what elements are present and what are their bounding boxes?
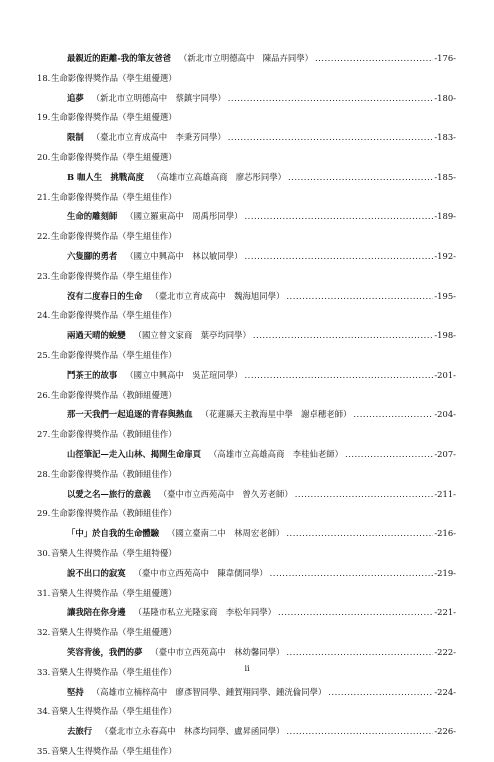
dot-leader (286, 287, 433, 307)
dot-leader (245, 207, 434, 227)
entry-author: （臺北市立永春高中 林彥均同學、盧昇函同學） (100, 726, 285, 737)
entry-author: （臺北市立育成高中 李秉芳同學） (91, 132, 226, 143)
entry-author: （臺中市立西苑高中 陳韋儒同學） (133, 567, 268, 578)
toc-category-row (0, 742, 494, 762)
entry-title: 最親近的距離-我的筆友爸爸 (67, 53, 171, 63)
item-number: 20. (37, 151, 51, 162)
dot-leader (345, 445, 433, 465)
entry-title: 讓我陪在你身邊 (67, 607, 126, 618)
entry-title: 「中」於自我的生命體驗 (67, 528, 160, 539)
entry-title: B 咖人生 挑戰高度 (67, 171, 144, 182)
entry-page-number: -224- (434, 686, 456, 697)
item-number: 33. (37, 666, 51, 677)
entry-author: （國立中興高中 吳芷瑄同學） (125, 369, 243, 380)
entry-page-number: -207- (434, 448, 456, 459)
category-label: 音樂人生得獎作品（學生組佳作） (51, 745, 177, 756)
toc-entry-row (0, 49, 494, 69)
dot-leader (253, 326, 433, 346)
item-number: 18. (37, 72, 51, 83)
entry-page-number: -192- (434, 250, 456, 261)
toc-category-row (0, 425, 494, 445)
item-number: 28. (37, 468, 51, 479)
toc-entry[interactable] (67, 722, 456, 742)
entry-page-number: -198- (434, 330, 456, 341)
toc-category-row (0, 227, 494, 247)
category-label: 生命影像得獎作品（學生組佳作） (51, 270, 177, 281)
entry-page-number: -195- (434, 290, 456, 301)
entry-page-number: -201- (434, 369, 456, 380)
category-label: 音樂人生得獎作品（學生組優選） (51, 587, 177, 598)
entry-title: 鬥茶王的故事 (67, 369, 118, 380)
item-number: 34. (37, 706, 51, 717)
toc-entry-row (0, 326, 494, 346)
dot-leader (328, 683, 433, 703)
toc-entry-row (0, 603, 494, 623)
item-number: 29. (37, 508, 51, 519)
entry-page-number: -211- (434, 488, 456, 499)
category-label: 音樂人生得獎作品（學生組特優） (51, 547, 177, 558)
dot-leader (245, 366, 434, 386)
entry-title: 生命的雕刻師 (67, 211, 118, 222)
dot-leader (315, 49, 433, 69)
entry-author: （花蓮縣天主教海星中學 謝卓穗老師） (200, 409, 352, 420)
toc-category-row (0, 188, 494, 208)
toc-entry-row (0, 722, 494, 742)
table-of-contents (0, 49, 494, 762)
entry-page-number: -216- (434, 528, 456, 539)
category-label: 生命影像得獎作品（學生組佳作） (51, 310, 177, 321)
entry-author: （國立中興高中 林以敏同學） (125, 250, 243, 261)
entry-page-number: -183- (434, 132, 456, 143)
toc-entry-row (0, 445, 494, 465)
entry-title: 追夢 (67, 92, 84, 103)
toc-entry-row (0, 405, 494, 425)
toc-entry-row (0, 524, 494, 544)
dot-leader (286, 524, 433, 544)
toc-entry[interactable] (67, 683, 456, 703)
entry-page-number: -221- (434, 607, 456, 618)
item-number: 32. (37, 627, 51, 638)
entry-author: （新北市立明德高中 陳品卉同學） (178, 53, 313, 63)
toc-entry[interactable] (67, 287, 456, 307)
item-number: 35. (37, 745, 51, 756)
category-label: 生命影像得獎作品（教師組優選） (51, 389, 177, 400)
entry-page-number: -226- (434, 726, 456, 737)
entry-title: 六隻腳的勇者 (67, 250, 118, 261)
category-label: 生命影像得獎作品（學生組優選） (51, 112, 177, 123)
toc-entry-row (0, 485, 494, 505)
entry-title: 那一天我們一起追逐的青春與熱血 (67, 409, 193, 420)
toc-category-row (0, 544, 494, 564)
toc-entry[interactable] (67, 485, 456, 505)
toc-entry-row (0, 128, 494, 148)
item-number: 23. (37, 270, 51, 281)
category-label: 生命影像得獎作品（教師組佳作） (51, 468, 177, 479)
entry-title: 山徑筆記—走入山林、揭開生命扉頁 (67, 448, 201, 459)
entry-title: 限制 (67, 132, 84, 143)
toc-entry[interactable] (67, 128, 456, 148)
category-label: 生命影像得獎作品（學生組佳作） (51, 349, 177, 360)
toc-category-row (0, 386, 494, 406)
entry-page-number: -180- (434, 92, 456, 103)
entry-author: （臺中市立西苑高中 林幼馨同學） (150, 646, 285, 657)
toc-category-row (0, 702, 494, 722)
entry-page-number: -189- (434, 211, 456, 222)
item-number: 27. (37, 429, 51, 440)
entry-page-number: -176- (434, 53, 456, 63)
toc-entry-row (0, 366, 494, 386)
category-label: 生命影像得獎作品（教師組佳作） (51, 429, 177, 440)
entry-title: 堅持 (67, 686, 84, 697)
entry-page-number: -185- (434, 171, 456, 182)
entry-author: （基隆市私立光隆家商 李松年同學） (133, 607, 276, 618)
toc-entry-row (0, 168, 494, 188)
toc-entry-row (0, 89, 494, 109)
toc-category-row (0, 346, 494, 366)
dot-leader (286, 643, 433, 663)
category-label: 生命影像得獎作品（學生組佳作） (51, 191, 177, 202)
toc-category-row (0, 69, 494, 89)
entry-title: 以愛之名—旅行的意義 (67, 488, 151, 499)
toc-category-row (0, 148, 494, 168)
entry-author: （高雄市立楠梓高中 廖彥智同學、鍾賀翔同學、鍾洸倫同學） (91, 686, 327, 697)
entry-author: （國立羅東高中 周禹彤同學） (125, 211, 243, 222)
toc-entry[interactable] (67, 89, 456, 109)
toc-category-row (0, 584, 494, 604)
dot-leader (270, 564, 434, 584)
toc-entry-row (0, 287, 494, 307)
category-label: 音樂人生得獎作品（學生組優選） (51, 627, 177, 638)
item-number: 24. (37, 310, 51, 321)
toc-category-row (0, 623, 494, 643)
toc-entry-row (0, 643, 494, 663)
entry-author: （臺北市立育成高中 魏海旭同學） (150, 290, 285, 301)
toc-entry-row (0, 247, 494, 267)
entry-page-number: -219- (434, 567, 456, 578)
toc-entry-row (0, 207, 494, 227)
toc-entry[interactable] (67, 207, 456, 227)
toc-entry[interactable] (67, 405, 456, 425)
page-footer-number: ii (244, 664, 250, 673)
item-number: 22. (37, 231, 51, 242)
dot-leader (288, 168, 433, 188)
toc-entry[interactable] (67, 603, 456, 623)
toc-category-row (0, 108, 494, 128)
item-number: 31. (37, 587, 51, 598)
dot-leader (228, 89, 434, 109)
entry-author: （高雄市立高雄高商 廖芯彤同學） (152, 171, 286, 182)
entry-page-number: -222- (434, 646, 456, 657)
toc-entry[interactable] (67, 564, 456, 584)
category-label: 生命影像得獎作品（教師組佳作） (51, 508, 177, 519)
entry-author: （臺中市立西苑高中 曾久芳老師） (158, 488, 293, 499)
entry-title: 笑容背後，我們的夢 (67, 646, 143, 657)
category-label: 音樂人生得獎作品（學生組佳作） (51, 666, 177, 677)
item-number: 19. (37, 112, 51, 123)
entry-title: 去旅行 (67, 726, 93, 737)
entry-title: 兩過天晴的蛻變 (67, 330, 126, 341)
entry-page-number: -204- (434, 409, 456, 420)
entry-title: 沒有二度春日的生命 (67, 290, 143, 301)
entry-author: （國立曾文家商 葉亭均同學） (133, 330, 251, 341)
entry-author: （高雄市立高雄高商 李桂仙老師） (209, 448, 343, 459)
item-number: 25. (37, 349, 51, 360)
item-number: 21. (37, 191, 51, 202)
toc-category-row (0, 504, 494, 524)
toc-entry[interactable] (67, 366, 456, 386)
category-label: 生命影像得獎作品（學生組佳作） (51, 231, 177, 242)
dot-leader (286, 722, 433, 742)
toc-entry[interactable] (67, 326, 456, 346)
item-number: 30. (37, 547, 51, 558)
dot-leader (245, 247, 434, 267)
toc-entry-row (0, 683, 494, 703)
entry-title: 說不出口的寂寞 (67, 567, 126, 578)
dot-leader (353, 405, 433, 425)
category-label: 音樂人生得獎作品（學生組佳作） (51, 706, 177, 717)
entry-author: （國立臺南二中 林周宏老師） (167, 528, 285, 539)
category-label: 生命影像得獎作品（學生組優選） (51, 151, 177, 162)
toc-category-row (0, 306, 494, 326)
toc-category-row (0, 465, 494, 485)
dot-leader (278, 603, 433, 623)
toc-entry[interactable] (67, 168, 456, 188)
dot-leader (228, 128, 434, 148)
dot-leader (295, 485, 434, 505)
category-label: 生命影像得獎作品（學生組優選） (51, 72, 177, 83)
item-number: 26. (37, 389, 51, 400)
toc-entry[interactable] (67, 643, 456, 663)
toc-entry[interactable] (67, 49, 456, 69)
toc-entry[interactable] (67, 445, 456, 465)
toc-category-row (0, 267, 494, 287)
toc-entry[interactable] (67, 247, 456, 267)
toc-entry[interactable] (67, 524, 456, 544)
entry-author: （新北市立明德高中 蔡鎮宇同學） (91, 92, 226, 103)
toc-entry-row (0, 564, 494, 584)
